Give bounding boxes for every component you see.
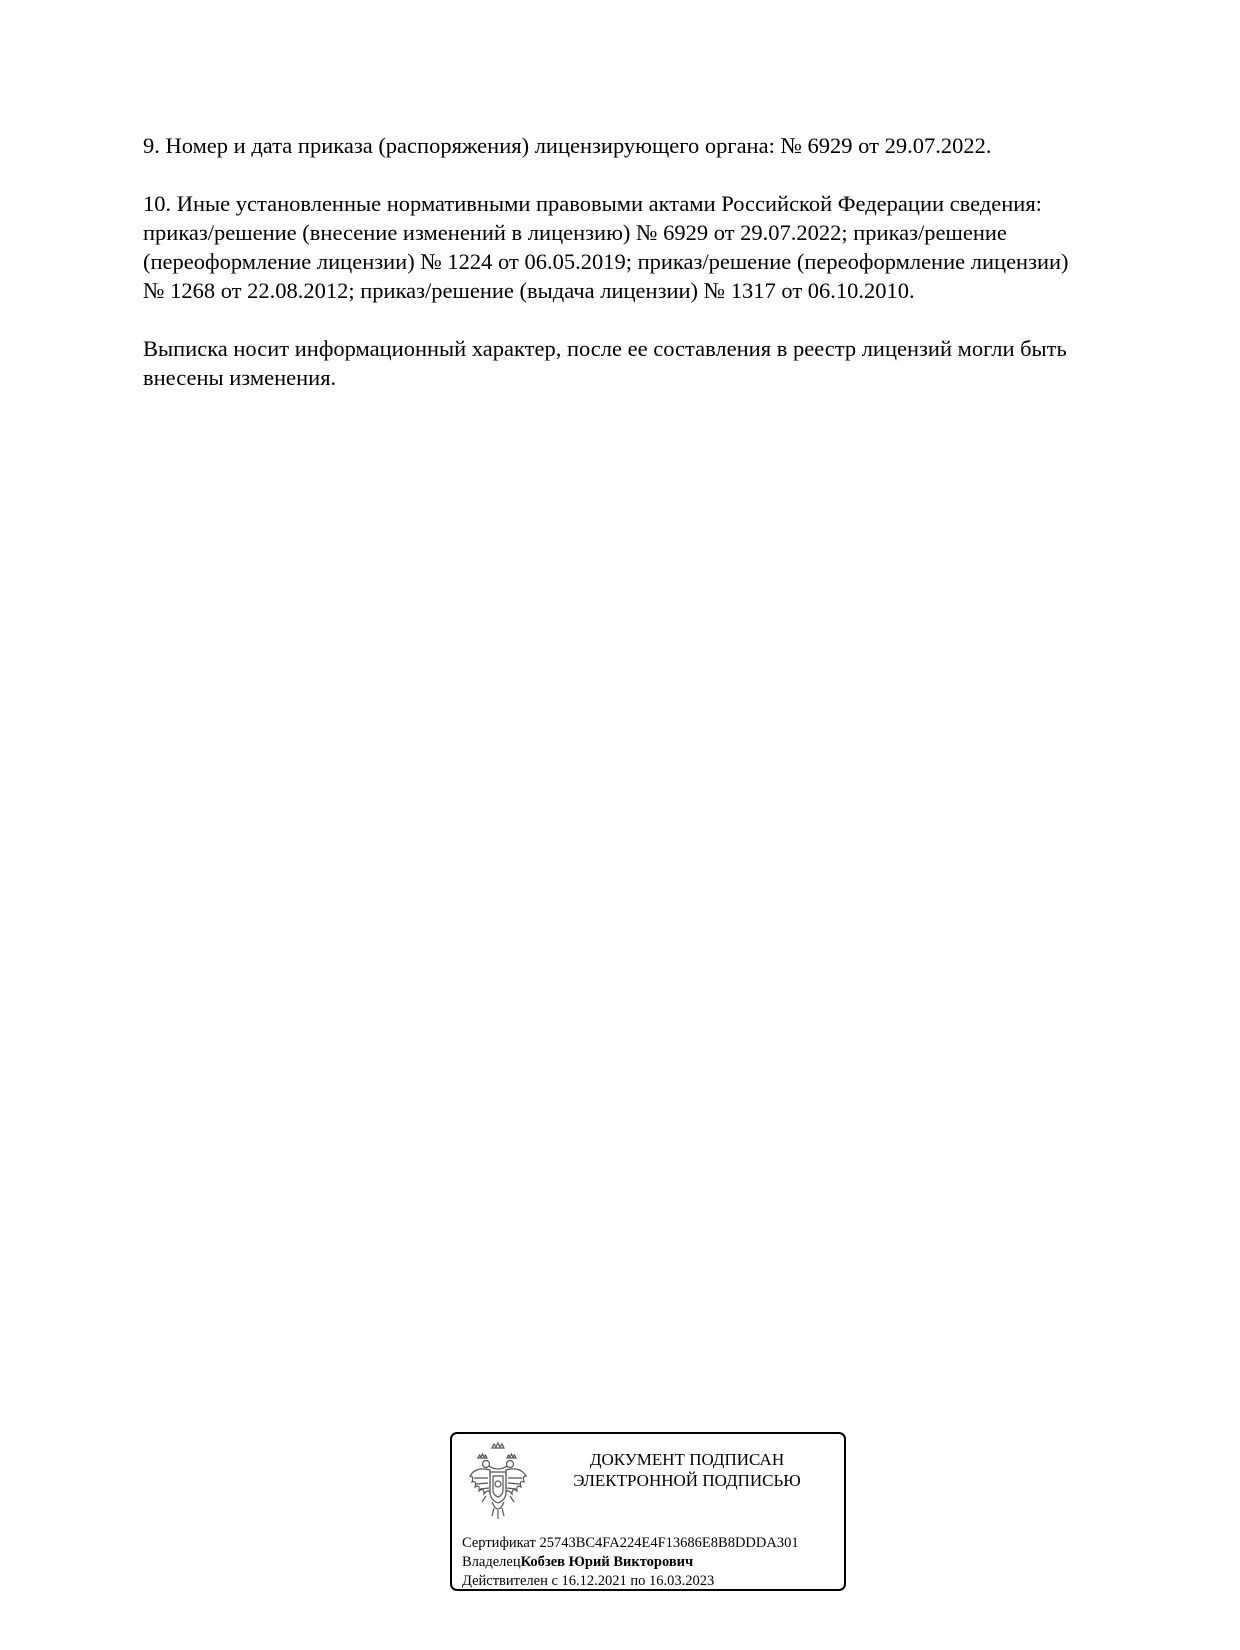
stamp-title [542, 1449, 832, 1491]
owner-name: Кобзев Юрий Викторович [520, 1554, 694, 1570]
owner-row [462, 1553, 846, 1572]
certificate-row [462, 1534, 846, 1553]
paragraph-notice: Выписка носит информационный характер, после ее составления в реестр лицензий могли быть внесены изменения. [143, 336, 1067, 390]
paragraph-order-number: 9. Номер и дата приказа (распоряжения) лицензирующего органа: № 6929 от 29.07.2022. [143, 133, 992, 158]
paragraph-other-information: 10. Иные установленные нормативными правовыми актами Российской Федерации сведения: приказ/решение (внесение изменений в лицензию) № 6929 от 29.07.2022; приказ/решение (переоформление лицензии) № 1224 от 06.05.2019; приказ/решение (переоформление лицензии) № 1268 от 22.08.2012; приказ/решение (выдача лицензии) № 1317 от 06.10.2010. [143, 191, 1069, 303]
certificate-value: 25743BC4FA224E4F13686E8B8DDDA301 [539, 1535, 799, 1551]
owner-label: Владелец [462, 1554, 521, 1570]
document-body [143, 131, 1153, 421]
stamp-title-line-2: ЭЛЕКТРОННОЙ ПОДПИСЬЮ [573, 1471, 801, 1490]
stamp-details [462, 1534, 846, 1591]
stamp-title-line-1: ДОКУМЕНТ ПОДПИСАН [589, 1450, 785, 1469]
certificate-label: Сертификат [462, 1535, 536, 1551]
coat-of-arms-icon [466, 1442, 530, 1522]
electronic-signature-stamp [450, 1432, 846, 1591]
validity-row: Действителен с 16.12.2021 по 16.03.2023 [462, 1573, 715, 1589]
